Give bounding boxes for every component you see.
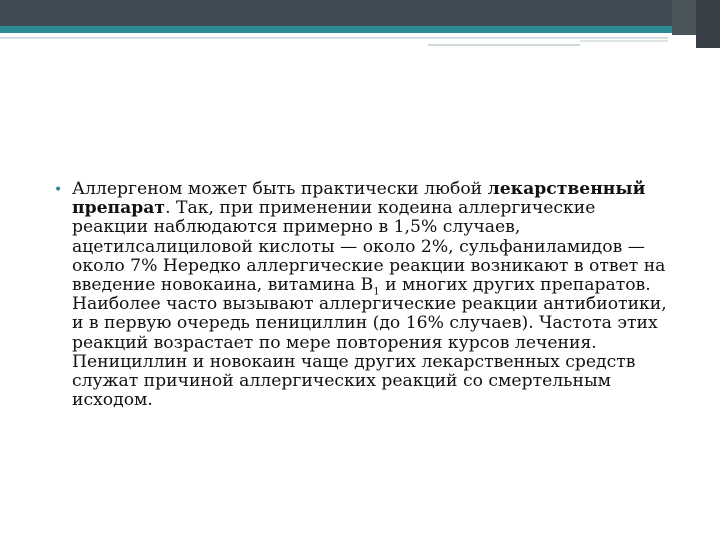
slide-content <box>54 180 674 410</box>
vitamin-subscript: 1 <box>373 286 380 298</box>
divider-line-short <box>580 40 668 42</box>
bullet-marker: • <box>54 182 63 198</box>
paragraph-text-2: . Так, при применении кодеина аллергические реакции наблюдаются примерно в 1,5% случаев, ацетилсалициловой кислоты — около 2%, сульфаниламидов — около 7% Нередко аллергические реакции возникают в ответ на введение новокаина, витамина В <box>72 198 666 296</box>
corner-decoration-secondary <box>672 0 696 35</box>
paragraph-text-3: и многих других препаратов. Наиболее часто вызывают аллергические реакции антибиотики, и в первую очередь пенициллин (до 16% случаев). Частота этих реакций возрастает по мере повторения курсов лечения. Пенициллин и новокаин чаще других лекарственных средств служат причиной аллергических реакций со смертельным исходом. <box>72 275 667 411</box>
paragraph-text-1: Аллергеном может быть практически любой <box>72 179 488 199</box>
bullet-paragraph <box>54 180 674 410</box>
header-bar <box>0 0 720 26</box>
corner-decoration <box>696 0 720 48</box>
divider-line-accent <box>428 44 580 46</box>
accent-strip <box>0 26 720 33</box>
divider-line <box>0 37 668 39</box>
paragraph-bold-term: лекарственный препарат <box>72 179 646 219</box>
